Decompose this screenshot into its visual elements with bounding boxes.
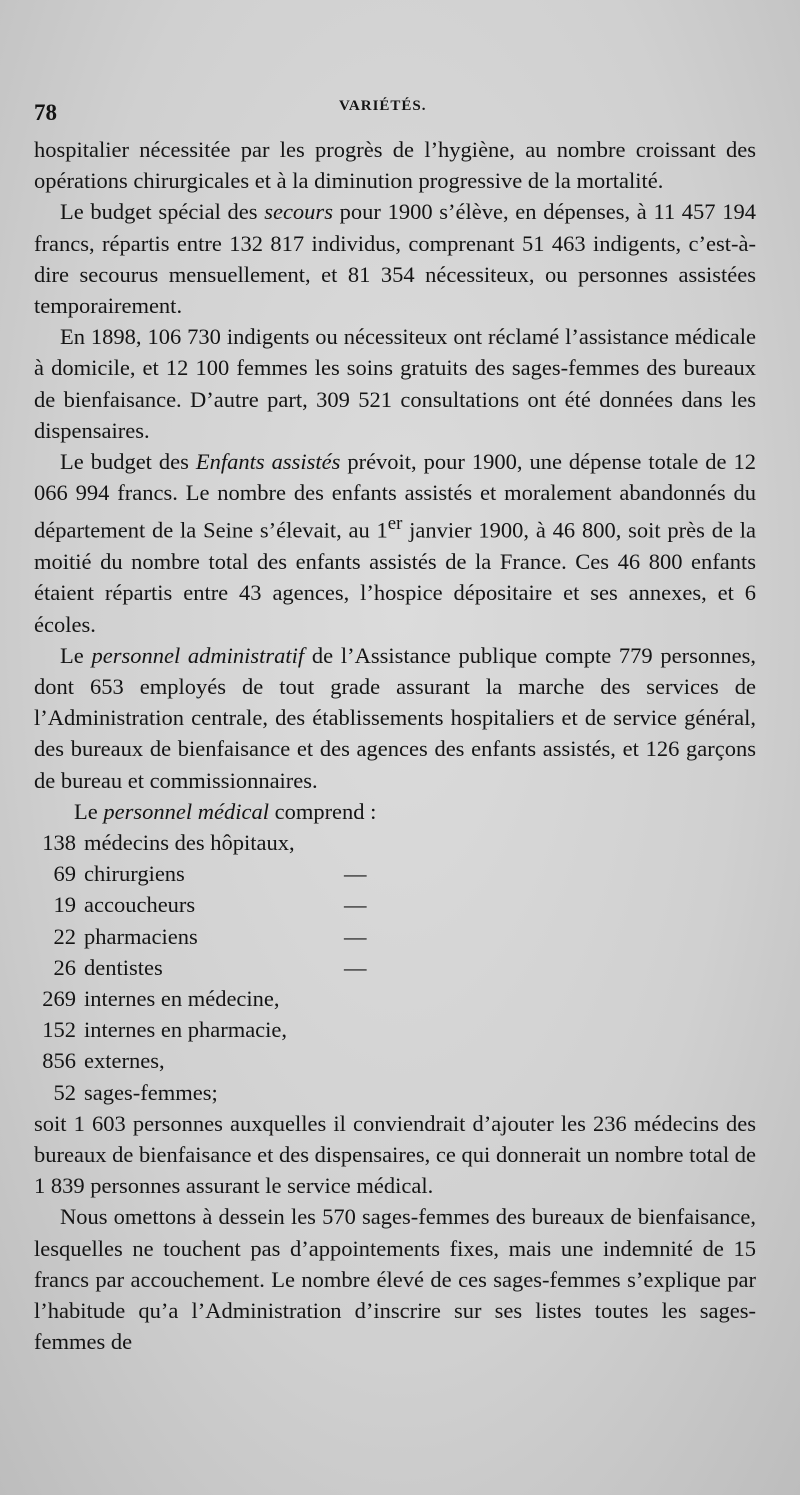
paragraph-sages-femmes: Nous omettons à dessein les 570 sages-femmes des bureaux de bienfaisance, lesquelles ne touchent pas d’appointements fixes, mais une indemnité de 15 francs par accouchement. Le nombre élevé de ces sages-femmes s’explique par l’habitude qu’a l’Administration d’inscrire sur ses listes toutes les sages-femmes de [34, 1204, 756, 1355]
list-item: 19 accoucheurs — [53, 892, 367, 918]
page-body [34, 134, 756, 1357]
list-item: 138 médecins des hôpitaux, [42, 829, 295, 855]
list-item: 26 dentistes — [53, 954, 367, 980]
list-item: 52 sages-femmes; [53, 1079, 218, 1105]
paragraph-personnel-medical: Le personnel médical comprend : [74, 798, 377, 824]
list-item: 269 internes en médecine, [42, 985, 280, 1011]
page-number: 78 [34, 100, 57, 125]
paragraph-enfants-assistes: Le budget des Enfants assistés prévoit, pour 1900, une dépense totale de 12 066 994 francs. Le nombre des enfants assistés et moralement abandonnés du département de la Seine s’élevait, au 1er janvier 1900, à 46 800, soit près de la moitié du nombre total des enfants assistés de la France. Ces 46 800 enfants étaient répartis entre 43 agences, l’hospice dépositaire et ses annexes, et 6 écoles. [34, 449, 756, 637]
paragraph-secours: Le budget spécial des secours pour 1900 s’élève, en dépenses, à 11 457 194 francs, répartis entre 132 817 individus, comprenant 51 463 indigents, c’est-à-dire secourus mensuellement, et 81 354 nécessiteux, ou personnes assistées temporairement. [34, 199, 756, 319]
medical-staff-list [34, 827, 756, 1108]
list-item: 856 externes, [42, 1048, 165, 1074]
running-header [34, 88, 756, 134]
paragraph-continued: hospitalier nécessitée par les progrès de l’hygiène, au nombre croissant des opérations chirurgicales et à la diminution progressive de la mortalité. [34, 137, 756, 194]
list-item: 152 internes en pharmacie, [42, 1017, 288, 1043]
running-title: VARIÉTÉS. [339, 98, 427, 114]
term-enfants-assistes: Enfants assistés [195, 449, 341, 475]
list-item: 22 pharmaciens — [53, 923, 367, 949]
paragraph-assistance-medicale: En 1898, 106 730 indigents ou nécessiteux ont réclamé l’assistance médicale à domicile, et 12 100 femmes les soins gratuits des sages-femmes des bureaux de bienfaisance. D’autre part, 309 521 consultations ont été données dans les dispensaires. [34, 324, 756, 443]
term-personnel-medical: personnel médical [103, 798, 269, 824]
term-secours: secours [264, 199, 333, 225]
paragraph-total-medical: soit 1 603 personnes auxquelles il conviendrait d’ajouter les 236 médecins des bureaux de bienfaisance et des dispensaires, ce qui donnerait un nombre total de 1 839 personnes assurant le service médical. [34, 1110, 756, 1199]
list-item: 69 chirurgiens — [53, 861, 367, 887]
term-personnel-administratif: personnel administratif [91, 642, 305, 668]
paragraph-personnel-administratif: Le personnel administratif de l’Assistance publique compte 779 personnes, dont 653 employés de tout grade assurant la marche des services de l’Administration centrale, des établissements hospitaliers et de service général, des bureaux de bienfaisance et des agences des enfants assistés, et 126 garçons de bureau et commissionnaires. [34, 642, 757, 793]
